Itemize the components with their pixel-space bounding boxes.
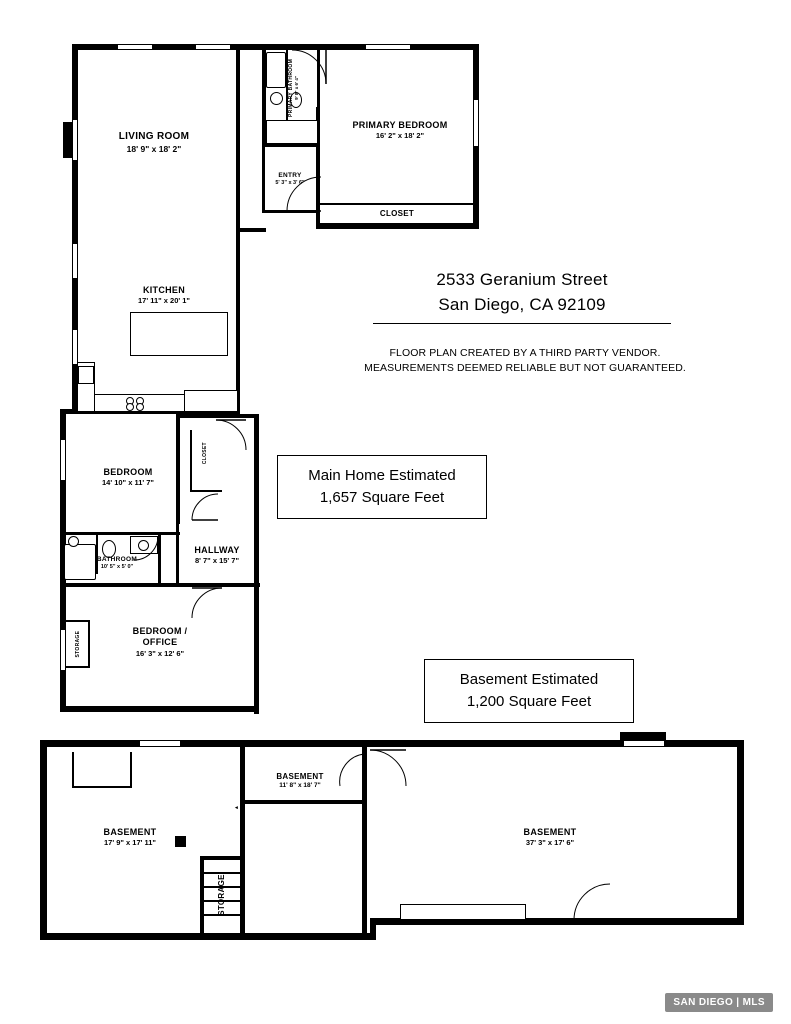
wall-office-bottom [60,706,259,712]
wall-storage-main-right [88,620,90,668]
room-label-kitchen: KITCHEN 17' 11" x 20' 1" [138,285,190,306]
tick-marks-basement: ◄ ► [233,805,247,811]
room-label-closet-bedroom: CLOSET [201,442,208,465]
kitchen-counter-right [184,390,237,411]
window-left-bedroom [60,440,66,480]
callout-main-line-2: 1,657 Square Feet [319,489,445,506]
door-basement-1 [368,748,408,788]
door-kitchen-bedroom [214,418,248,452]
room-label-basement-left: BASEMENT 17' 9" x 17' 11" [103,827,157,848]
wall-basement-left [40,740,47,940]
bay-window-living [63,122,72,158]
room-label-storage-main: STORAGE [74,630,81,658]
wall-basement-notch-v [72,752,74,788]
kitchen-island [130,312,228,356]
wall-basement-notch-h2 [130,752,132,788]
wall-bath2-top [60,532,180,535]
window-left-living [72,120,78,160]
sink-hall [68,536,79,547]
wall-bath2-bottom [60,583,260,587]
wall-storage-basement-top [200,856,245,860]
wall-basement-bottom-left [40,933,370,940]
cooktop-burner-3 [126,403,134,411]
callout-main-line-1: Main Home Estimated [308,467,456,485]
callout-basement [424,659,634,723]
window-primary-top [366,44,410,50]
address-block [352,268,692,324]
disclaimer-line-2: MEASUREMENTS DEEMED RELIABLE BUT NOT GUARANTEED. [364,362,686,375]
room-label-bathroom: BATHROOM 10' 5" x 5' 0" [96,556,138,571]
room-label-basement-right: BASEMENT 37' 3" x 17' 6" [523,827,577,848]
wall-basement-step-right [370,918,376,940]
room-label-primary-bathroom: PRIMARY BATHROOM 9' 8" x 6' 4" [288,58,300,117]
room-label-primary-bedroom: PRIMARY BEDROOM 16' 2" x 18' 2" [352,120,448,141]
wall-basement-top-mid [275,740,365,747]
window-left-kitchen-2 [72,330,78,364]
wall-closet-primary-top [316,203,476,205]
wall-basement-small-bottom [240,800,362,804]
address-line-1: 2533 Geranium Street [436,270,608,289]
room-label-closet-primary: CLOSET [379,209,415,218]
door-office-hall [190,586,224,620]
window-primary-right [473,100,479,146]
room-label-basement-small: BASEMENT 11' 8" x 18' 7" [276,772,324,789]
disclaimer-block [340,346,710,376]
wall-mid-horizontal [236,228,266,232]
wall-storage-main-bottom [66,666,90,668]
wall-living-right [236,44,240,230]
room-label-entry: ENTRY 5' 3" x 3' 6" [275,172,305,187]
address-line-2: San Diego, CA 92109 [438,294,606,314]
door-basement-3 [572,882,612,922]
window-left-kitchen [72,244,78,278]
kitchen-sink [78,366,94,384]
room-label-hallway: HALLWAY 8' 7" x 15' 7" [194,545,240,566]
disclaimer-line-1: FLOOR PLAN CREATED BY A THIRD PARTY VENDOR. [389,347,661,359]
callout-basement-line-2: 1,200 Square Feet [466,693,592,710]
window-left-office [60,630,66,670]
wall-storage-main-top [66,620,90,622]
room-label-living-room: LIVING ROOM 18' 9" x 18' 2" [118,131,190,154]
address-rule [373,323,671,324]
wall-basement-small-left-stub [240,856,245,940]
sink-primary [270,92,283,105]
window-living-top-2 [196,44,230,50]
room-label-storage-basement: STORAGE [217,874,226,916]
room-label-bedroom: BEDROOM 14' 10" x 11' 7" [102,467,154,488]
bathtub-primary [266,52,286,88]
callout-basement-line-1: Basement Estimated [459,671,599,689]
wall-kitchen-right [236,228,240,414]
door-closet-bedroom [190,492,220,522]
san-diego-mls-logo: SAN DIEGO | MLS [665,993,773,1012]
wall-basement-notch-h [72,786,132,788]
room-label-bedroom-office: BEDROOM / OFFICE 16' 3" x 12' 6" [132,626,188,658]
callout-main-home [277,455,487,519]
window-living-top-1 [118,44,152,50]
window-basement-top-2 [624,740,664,747]
wall-basement-right [737,740,744,925]
cooktop-burner-4 [136,403,144,411]
window-basement-bottom [400,904,526,920]
wall-bottom-primary [316,223,479,229]
wall-closet-bedroom-left [190,430,192,492]
wall-basement-top-right [365,740,744,747]
window-basement-top-1 [140,740,180,747]
wall-bath-bottom [262,144,320,147]
